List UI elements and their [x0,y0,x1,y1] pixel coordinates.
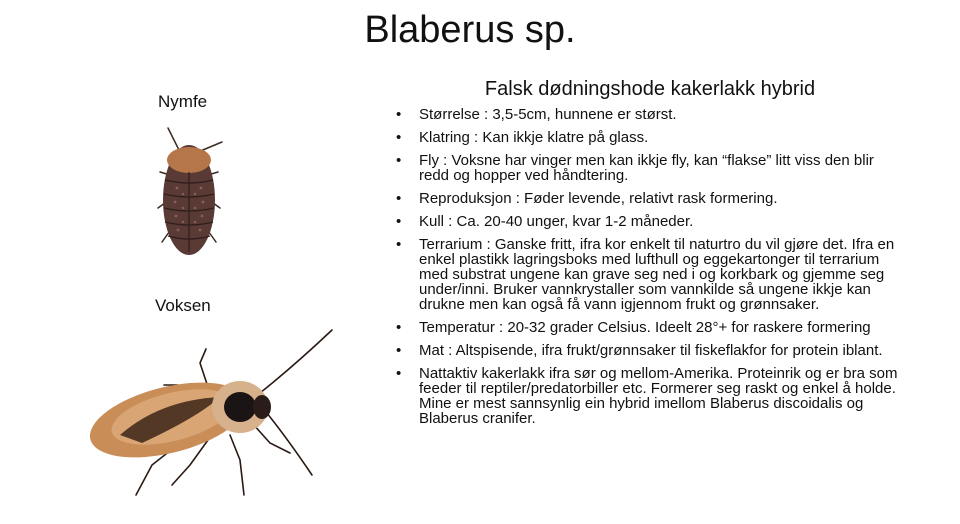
nymph-cockroach-image [150,120,230,265]
list-item: • Kull : Ca. 20-40 unger, kvar 1-2 måneder. [394,214,904,229]
adult-cockroach-image [80,325,340,510]
info-list [394,107,904,434]
list-item: • Terrarium : Ganske fritt, ifra kor enkelt til naturtro du vil gjøre det. Ifra en enkel plastikk lagringsboks med lufthull og eggekartonger til terrarium med substrat ungene kan grave seg ned i og korkbark og gjemme seg under/inni. Bruker vannkrystaller som vannkilde så ungene ikkje kan drukne men kan også få vann igjennom frukt og grønnsaker. [394,237,904,312]
subtitle: Falsk dødningshode kakerlakk hybrid [484,78,816,100]
list-item: • Mat : Altspisende, ifra frukt/grønnsaker til fiskeflakfor for protein iblant. [394,343,904,358]
list-item: • Temperatur : 20-32 grader Celsius. Ideelt 28°+ for raskere formering [394,320,904,335]
adult-label: Voksen [155,296,211,315]
list-item: • Reproduksjon : Føder levende, relativt rask formering. [394,191,904,206]
page-title: Blaberus sp. [364,9,576,51]
list-item: • Nattaktiv kakerlakk ifra sør og mellom-Amerika. Proteinrik og er bra som feeder til reptiler/predatorbiller etc. Formerer seg raskt og enkel å holde. Mine er mest sannsynlig ein hybrid imellom Blaberus discoidalis og Blaberus cranifer. [394,366,904,426]
list-item: • Størrelse : 3,5-5cm, hunnene er størst. [394,107,904,122]
list-item: • Fly : Voksne har vinger men kan ikkje fly, kan “flakse” litt viss den blir redd og hopper ved håndtering. [394,153,904,183]
nymph-label: Nymfe [158,92,208,111]
list-item: • Klatring : Kan ikkje klatre på glass. [394,130,904,145]
